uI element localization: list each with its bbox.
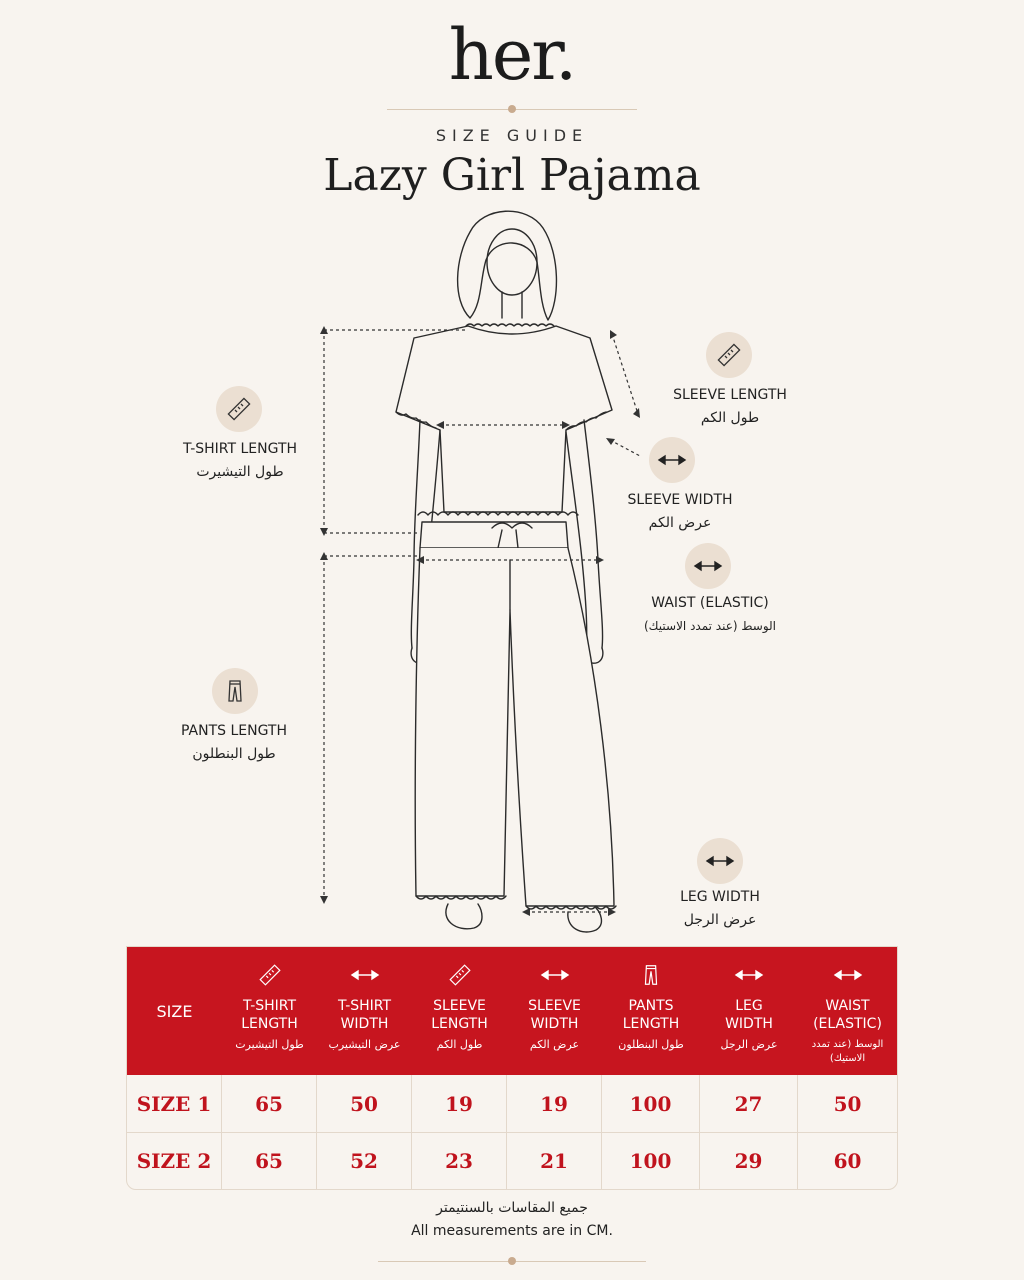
ruler-icon bbox=[216, 386, 262, 432]
table-cell: 65 bbox=[222, 1075, 317, 1132]
double-arrow-icon bbox=[685, 543, 731, 589]
hair bbox=[458, 211, 557, 320]
column-header-label-ar: الوسط (عند تمدد الاستيك) bbox=[811, 1039, 884, 1064]
callout-sleeve-width-ar: عرض الكم bbox=[648, 515, 712, 531]
pants-icon bbox=[212, 668, 258, 714]
header-divider-dot bbox=[508, 105, 516, 113]
column-header-sleeve-width bbox=[507, 947, 602, 1075]
pants-outline bbox=[415, 548, 614, 906]
column-header-label-ar: عرض الكم bbox=[529, 1038, 580, 1051]
product-title: Lazy Girl Pajama bbox=[323, 150, 701, 201]
footer-note-ar: جميع المقاسات بالسنتيمتر bbox=[436, 1200, 588, 1216]
column-header-label-1: T-SHIRT bbox=[337, 998, 392, 1014]
double-arrow-icon bbox=[649, 437, 695, 483]
table-cell: 27 bbox=[700, 1075, 798, 1132]
column-header-label-2: LENGTH bbox=[622, 1016, 680, 1032]
callout-pants-length-ar: طول البنطلون bbox=[192, 746, 276, 762]
double-arrow-icon bbox=[697, 838, 743, 884]
table-cell: 19 bbox=[507, 1075, 602, 1132]
column-header-label-1: LEG bbox=[735, 998, 763, 1014]
table-cell: 60 bbox=[833, 1148, 862, 1173]
callout-tshirt-length bbox=[160, 438, 320, 484]
column-header-tshirt-width bbox=[317, 947, 412, 1075]
table-cell: 23 bbox=[412, 1132, 507, 1189]
double-arrow-icon bbox=[317, 963, 412, 987]
column-header-label-1: PANTS bbox=[628, 998, 674, 1014]
size-table bbox=[126, 946, 898, 1190]
ruler-icon bbox=[412, 963, 507, 987]
callout-leg-width-ar: عرض الرجل bbox=[683, 912, 757, 928]
column-header-label-2: (ELASTIC) bbox=[813, 1016, 882, 1032]
callout-waist-ar: الوسط (عند تمدد الاستيك) bbox=[643, 619, 777, 633]
column-header-leg-width bbox=[700, 947, 798, 1075]
column-header-tshirt-length bbox=[222, 947, 317, 1075]
callout-tshirt-length-ar: طول التيشيرت bbox=[196, 464, 284, 480]
table-cell: 19 bbox=[412, 1075, 507, 1132]
table-cell: 100 bbox=[602, 1075, 700, 1132]
column-header-waist bbox=[798, 947, 897, 1075]
column-header-pants-length bbox=[602, 947, 700, 1075]
footer-divider-dot bbox=[508, 1257, 516, 1265]
tshirt-outline bbox=[396, 326, 612, 512]
callout-sleeve-length-ar: طول الكم bbox=[700, 410, 760, 426]
column-header-label-ar: طول التيشيرت bbox=[235, 1038, 304, 1051]
column-header-label-ar: طول الكم bbox=[436, 1038, 483, 1051]
column-header-label-1: T-SHIRT bbox=[242, 998, 297, 1014]
column-header-label-ar: طول البنطلون bbox=[618, 1038, 684, 1051]
table-row bbox=[127, 1075, 897, 1133]
size-column-header: SIZE bbox=[156, 1001, 193, 1021]
size-guide-label: SIZE GUIDE bbox=[435, 126, 589, 145]
double-arrow-icon bbox=[798, 963, 897, 987]
column-header-label-2: WIDTH bbox=[340, 1016, 389, 1032]
table-cell: 50 bbox=[317, 1075, 412, 1132]
table-row bbox=[127, 1132, 897, 1189]
size-table-header bbox=[127, 947, 897, 1075]
column-header-sleeve-length bbox=[412, 947, 507, 1075]
callout-sleeve-length bbox=[650, 384, 810, 430]
row-size-label: SIZE 2 bbox=[127, 1132, 222, 1189]
double-arrow-icon bbox=[700, 963, 798, 987]
column-header-label-ar: عرض التيشيرب bbox=[328, 1038, 401, 1051]
column-header-label-2: WIDTH bbox=[530, 1016, 579, 1032]
column-header-label-2: WIDTH bbox=[725, 1016, 773, 1032]
footer-note-en: All measurements are in CM. bbox=[411, 1223, 613, 1239]
column-header-label-1: WAIST bbox=[825, 998, 870, 1014]
callout-sleeve-length-en: SLEEVE LENGTH bbox=[673, 387, 787, 403]
callout-sleeve-width bbox=[600, 489, 760, 535]
ruler-icon bbox=[706, 332, 752, 378]
table-cell: 29 bbox=[700, 1132, 798, 1189]
column-header-label-1: SLEEVE bbox=[433, 998, 486, 1014]
callout-leg-width bbox=[640, 886, 800, 932]
brand-logo: her. bbox=[448, 14, 576, 96]
callout-pants-length-en: PANTS LENGTH bbox=[180, 723, 288, 739]
pajama-figure-illustration bbox=[300, 195, 640, 945]
table-cell: 21 bbox=[507, 1132, 602, 1189]
table-cell: 65 bbox=[222, 1132, 317, 1189]
callout-leg-width-en: LEG WIDTH bbox=[680, 889, 760, 905]
ruler-icon bbox=[222, 963, 317, 987]
pants-icon bbox=[602, 963, 700, 987]
column-header-label-1: SLEEVE bbox=[528, 998, 581, 1014]
column-header-label-ar: عرض الرجل bbox=[720, 1038, 778, 1051]
callout-waist-en: WAIST (ELASTIC) bbox=[651, 595, 769, 611]
callout-waist bbox=[620, 592, 800, 638]
table-cell: 100 bbox=[602, 1132, 700, 1189]
callout-tshirt-length-en: T-SHIRT LENGTH bbox=[182, 441, 298, 457]
callout-pants-length bbox=[154, 720, 314, 766]
row-size-label: SIZE 1 bbox=[127, 1075, 222, 1132]
double-arrow-icon bbox=[507, 963, 602, 987]
column-header-label-2: LENGTH bbox=[431, 1016, 488, 1032]
column-header-label-2: LENGTH bbox=[241, 1016, 298, 1032]
callout-sleeve-width-en: SLEEVE WIDTH bbox=[627, 492, 733, 508]
table-cell: 52 bbox=[317, 1132, 412, 1189]
table-cell: 50 bbox=[833, 1091, 862, 1116]
